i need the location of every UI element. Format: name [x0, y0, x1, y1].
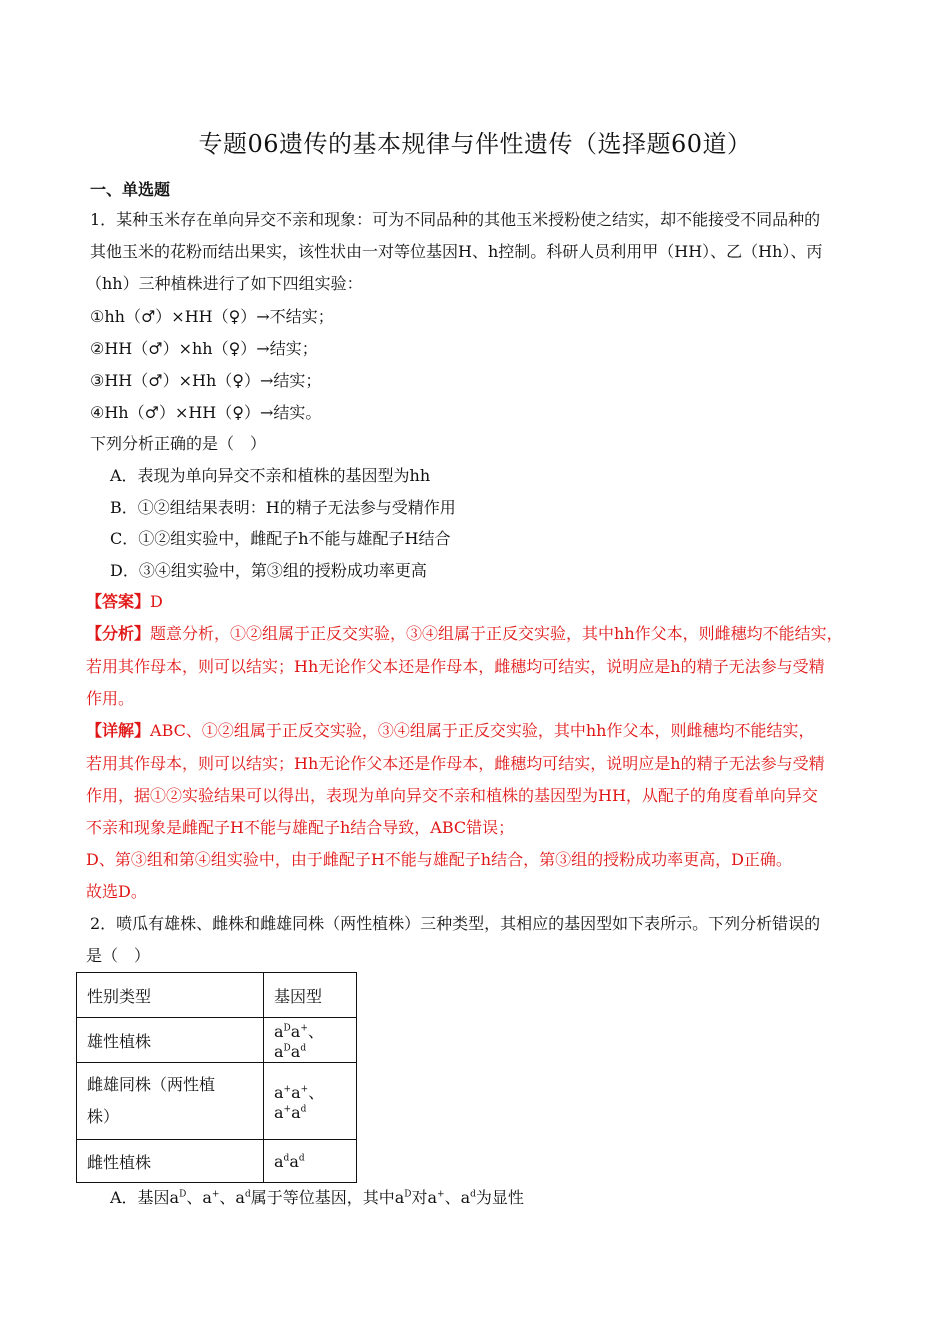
type-line: 雌雄同株（两性植 [87, 1075, 216, 1094]
answer-value: D [150, 592, 163, 611]
q1-stem-line: （hh）三种植株进行了如下四组实验： [86, 274, 363, 293]
table-cell-type: 雄性植株 [77, 1018, 264, 1063]
table-cell-type: 雌性植株 [77, 1140, 264, 1183]
q1-detail-line: 若用其作母本，则可以结实；Hh无论作父本还是作母本，雌穗均可结实，说明应是h的精子无法参与受精 [86, 754, 825, 773]
q1-option-d: D．③④组实验中，第③组的授粉成功率更高 [110, 561, 427, 580]
q2-stem-line: 是（ ） [86, 946, 151, 965]
analysis-tag: 【分析】 [86, 624, 151, 643]
answer-tag: 【答案】 [86, 592, 151, 611]
q1-analysis-line: 若用其作母本，则可以结实；Hh无论作父本还是作母本，雌穗均可结实，说明应是h的精子无法参与受精 [86, 657, 825, 676]
table-cell-genotype: $a^Da^+$、$a^Da^d$ [264, 1018, 357, 1063]
q2-stem-line: 2．喷瓜有雄株、雌株和雌雄同株（两性植株）三种类型，其相应的基因型如下表所示。下列分析错误的 [90, 914, 821, 933]
q1-option-c: C．①②组实验中，雌配子h不能与雄配子H结合 [110, 529, 451, 548]
q1-option-a: A．表现为单向异交不亲和植株的基因型为hh [110, 466, 431, 485]
detail-text: ABC、①②组属于正反交实验，③④组属于正反交实验，其中hh作父本，则雌穗均不能结实， [150, 721, 815, 740]
table-cell-genotype: a+a+、$a^+a^d$ [264, 1063, 357, 1140]
section-heading: 一、单选题 [90, 180, 171, 199]
q1-analysis-line [86, 624, 843, 644]
table-header-cell: 基因型 [264, 973, 357, 1018]
table-cell-genotype: $a^da^d$ [264, 1140, 357, 1183]
q1-option-b: B．①②组结果表明：H的精子无法参与受精作用 [110, 498, 456, 517]
type-line: 株） [87, 1107, 120, 1126]
table-row [77, 1018, 357, 1063]
q1-detail-line: 不亲和现象是雌配子H不能与雄配子h结合导致，ABC错误； [86, 818, 515, 837]
analysis-text: 题意分析，①②组属于正反交实验，③④组属于正反交实验，其中hh作父本，则雌穗均不能结实， [150, 624, 843, 643]
q2-option-a: A．基因$a^D$、a+、$a^d$属于等位基因，其中$a^D$对a+、$a^d$为显性 [110, 1188, 524, 1207]
q1-detail-line [86, 721, 814, 741]
q1-experiment: ②HH（♂）×hh（♀）→结实； [90, 339, 318, 358]
q1-stem-line: 其他玉米的花粉而结出果实，该性状由一对等位基因H、h控制。科研人员利用甲（HH）、乙（Hh）、丙 [90, 242, 823, 261]
q1-experiment: ③HH（♂）×Hh（♀）→结实； [90, 371, 322, 390]
q1-answer [86, 592, 163, 612]
table-cell-type [77, 1063, 264, 1140]
table-header-cell: 性别类型 [77, 973, 264, 1018]
genotype-table [76, 972, 357, 1183]
table-row [77, 1063, 357, 1140]
q1-detail-line: 作用，据①②实验结果可以得出，表现为单向异交不亲和植株的基因型为HH，从配子的角度看单向异交 [86, 786, 818, 805]
table-header-row [77, 973, 357, 1018]
q1-stem-line: 1．某种玉米存在单向异交不亲和现象：可为不同品种的其他玉米授粉使之结实，却不能接受不同品种的 [90, 210, 821, 229]
q1-experiment: ④Hh（♂）×HH（♀）→结实。 [90, 403, 322, 422]
q1-detail-line: 故选D。 [86, 882, 147, 901]
q1-experiment: ①hh（♂）×HH（♀）→不结实； [90, 307, 334, 326]
page-title: 专题06遗传的基本规律与伴性遗传（选择题60道） [198, 130, 752, 158]
q1-prompt: 下列分析正确的是（ ） [90, 434, 267, 453]
detail-tag: 【详解】 [86, 721, 151, 740]
table-row [77, 1140, 357, 1183]
q1-detail-line: D、第③组和第④组实验中，由于雌配子H不能与雄配子h结合，第③组的授粉成功率更高，D正确。 [86, 850, 792, 869]
q1-analysis-line: 作用。 [86, 689, 135, 708]
